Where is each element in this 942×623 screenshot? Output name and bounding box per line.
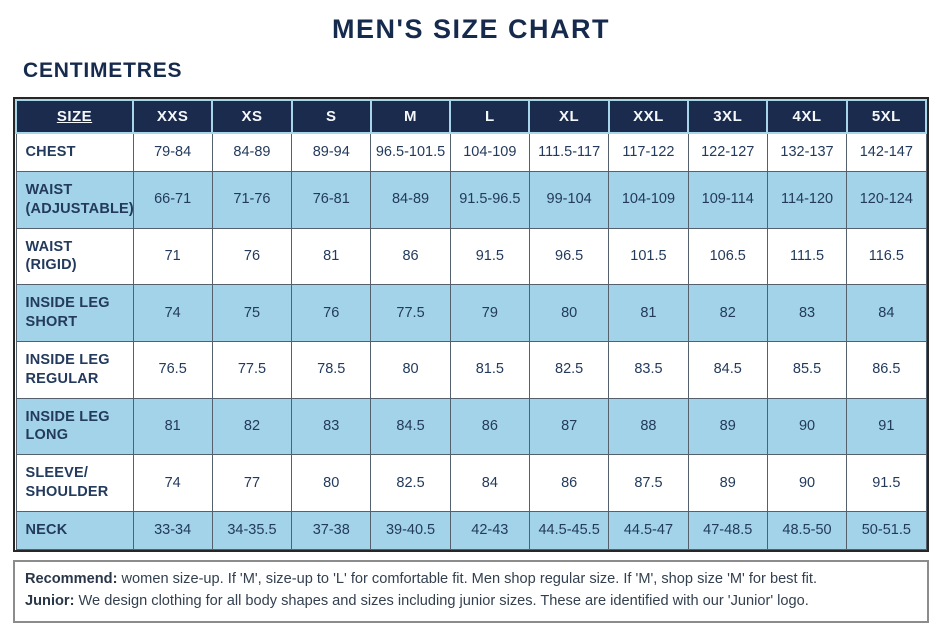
size-value-cell: 71-76 (212, 171, 291, 228)
size-value-cell: 86.5 (847, 341, 926, 398)
size-value-cell: 80 (529, 285, 608, 342)
size-value-cell: 84 (847, 285, 926, 342)
column-header-xxs: XXS (133, 100, 212, 133)
size-value-cell: 91.5-96.5 (450, 171, 529, 228)
size-value-cell: 96.5 (529, 228, 608, 285)
size-value-cell: 117-122 (609, 133, 688, 171)
size-value-cell: 44.5-45.5 (529, 511, 608, 549)
size-value-cell: 120-124 (847, 171, 926, 228)
size-value-cell: 96.5-101.5 (371, 133, 450, 171)
size-value-cell: 106.5 (688, 228, 767, 285)
size-value-cell: 77.5 (212, 341, 291, 398)
size-value-cell: 114-120 (767, 171, 846, 228)
row-label: CHEST (16, 133, 133, 171)
size-value-cell: 77 (212, 455, 291, 512)
size-value-cell: 76 (212, 228, 291, 285)
row-label: SLEEVE/ SHOULDER (16, 455, 133, 512)
size-value-cell: 84.5 (371, 398, 450, 455)
size-value-cell: 80 (292, 455, 371, 512)
note-line (25, 591, 917, 613)
size-value-cell: 83.5 (609, 341, 688, 398)
row-label: WAIST (ADJUSTABLE) (16, 171, 133, 228)
size-value-cell: 111.5-117 (529, 133, 608, 171)
size-value-cell: 74 (133, 285, 212, 342)
size-value-cell: 47-48.5 (688, 511, 767, 549)
size-value-cell: 50-51.5 (847, 511, 926, 549)
size-value-cell: 48.5-50 (767, 511, 846, 549)
size-value-cell: 89-94 (292, 133, 371, 171)
size-value-cell: 104-109 (609, 171, 688, 228)
size-value-cell: 81 (609, 285, 688, 342)
page-title: MEN'S SIZE CHART (332, 14, 610, 44)
size-value-cell: 89 (688, 455, 767, 512)
size-value-cell: 44.5-47 (609, 511, 688, 549)
note-text: We design clothing for all body shapes and sizes including junior sizes. These are identified with our 'Junior' logo. (78, 592, 809, 609)
size-value-cell: 37-38 (292, 511, 371, 549)
size-value-cell: 77.5 (371, 285, 450, 342)
note-label: Recommend: (25, 570, 118, 587)
size-value-cell: 82 (688, 285, 767, 342)
size-value-cell: 76 (292, 285, 371, 342)
size-value-cell: 101.5 (609, 228, 688, 285)
size-value-cell: 99-104 (529, 171, 608, 228)
size-value-cell: 79-84 (133, 133, 212, 171)
table-row (16, 133, 926, 171)
size-value-cell: 84-89 (371, 171, 450, 228)
size-value-cell: 82.5 (529, 341, 608, 398)
notes-box (13, 560, 929, 623)
size-value-cell: 83 (292, 398, 371, 455)
size-value-cell: 86 (529, 455, 608, 512)
size-value-cell: 142-147 (847, 133, 926, 171)
size-value-cell: 116.5 (847, 228, 926, 285)
table-row (16, 171, 926, 228)
table-row (16, 285, 926, 342)
size-value-cell: 90 (767, 398, 846, 455)
size-value-cell: 82.5 (371, 455, 450, 512)
size-value-cell: 83 (767, 285, 846, 342)
column-header-4xl: 4XL (767, 100, 846, 133)
size-value-cell: 84-89 (212, 133, 291, 171)
column-header-xxl: XXL (609, 100, 688, 133)
size-value-cell: 104-109 (450, 133, 529, 171)
column-header-m: M (371, 100, 450, 133)
column-header-xs: XS (212, 100, 291, 133)
size-value-cell: 66-71 (133, 171, 212, 228)
size-value-cell: 84.5 (688, 341, 767, 398)
size-value-cell: 33-34 (133, 511, 212, 549)
table-row (16, 341, 926, 398)
table-header-row (16, 100, 926, 133)
note-line (25, 569, 917, 591)
size-value-cell: 81.5 (450, 341, 529, 398)
row-label: INSIDE LEG SHORT (16, 285, 133, 342)
size-value-cell: 39-40.5 (371, 511, 450, 549)
size-value-cell: 78.5 (292, 341, 371, 398)
size-value-cell: 42-43 (450, 511, 529, 549)
note-text: women size-up. If 'M', size-up to 'L' for comfortable fit. Men shop regular size. If 'M', shop size 'M' for best fit. (121, 570, 817, 587)
size-value-cell: 74 (133, 455, 212, 512)
row-label: WAIST (RIGID) (16, 228, 133, 285)
size-value-cell: 88 (609, 398, 688, 455)
column-header-size: SIZE (16, 100, 133, 133)
size-value-cell: 84 (450, 455, 529, 512)
column-header-s: S (292, 100, 371, 133)
size-table (15, 99, 927, 550)
size-table-frame (13, 97, 929, 552)
row-label: NECK (16, 511, 133, 549)
row-label: INSIDE LEG REGULAR (16, 341, 133, 398)
table-row (16, 398, 926, 455)
column-header-3xl: 3XL (688, 100, 767, 133)
size-value-cell: 76.5 (133, 341, 212, 398)
size-value-cell: 91 (847, 398, 926, 455)
size-value-cell: 132-137 (767, 133, 846, 171)
size-value-cell: 76-81 (292, 171, 371, 228)
size-value-cell: 87.5 (609, 455, 688, 512)
size-value-cell: 80 (371, 341, 450, 398)
table-row (16, 511, 926, 549)
column-header-5xl: 5XL (847, 100, 926, 133)
size-value-cell: 85.5 (767, 341, 846, 398)
size-value-cell: 86 (450, 398, 529, 455)
size-value-cell: 81 (133, 398, 212, 455)
table-row (16, 228, 926, 285)
row-label: INSIDE LEG LONG (16, 398, 133, 455)
size-value-cell: 71 (133, 228, 212, 285)
size-value-cell: 89 (688, 398, 767, 455)
size-value-cell: 86 (371, 228, 450, 285)
size-value-cell: 122-127 (688, 133, 767, 171)
size-value-cell: 111.5 (767, 228, 846, 285)
size-value-cell: 79 (450, 285, 529, 342)
size-value-cell: 34-35.5 (212, 511, 291, 549)
size-value-cell: 81 (292, 228, 371, 285)
size-value-cell: 90 (767, 455, 846, 512)
size-value-cell: 87 (529, 398, 608, 455)
size-value-cell: 82 (212, 398, 291, 455)
size-value-cell: 91.5 (450, 228, 529, 285)
size-value-cell: 75 (212, 285, 291, 342)
table-row (16, 455, 926, 512)
size-value-cell: 109-114 (688, 171, 767, 228)
column-header-l: L (450, 100, 529, 133)
column-header-xl: XL (529, 100, 608, 133)
size-value-cell: 91.5 (847, 455, 926, 512)
note-label: Junior: (25, 592, 75, 609)
unit-label: CENTIMETRES (23, 59, 183, 82)
